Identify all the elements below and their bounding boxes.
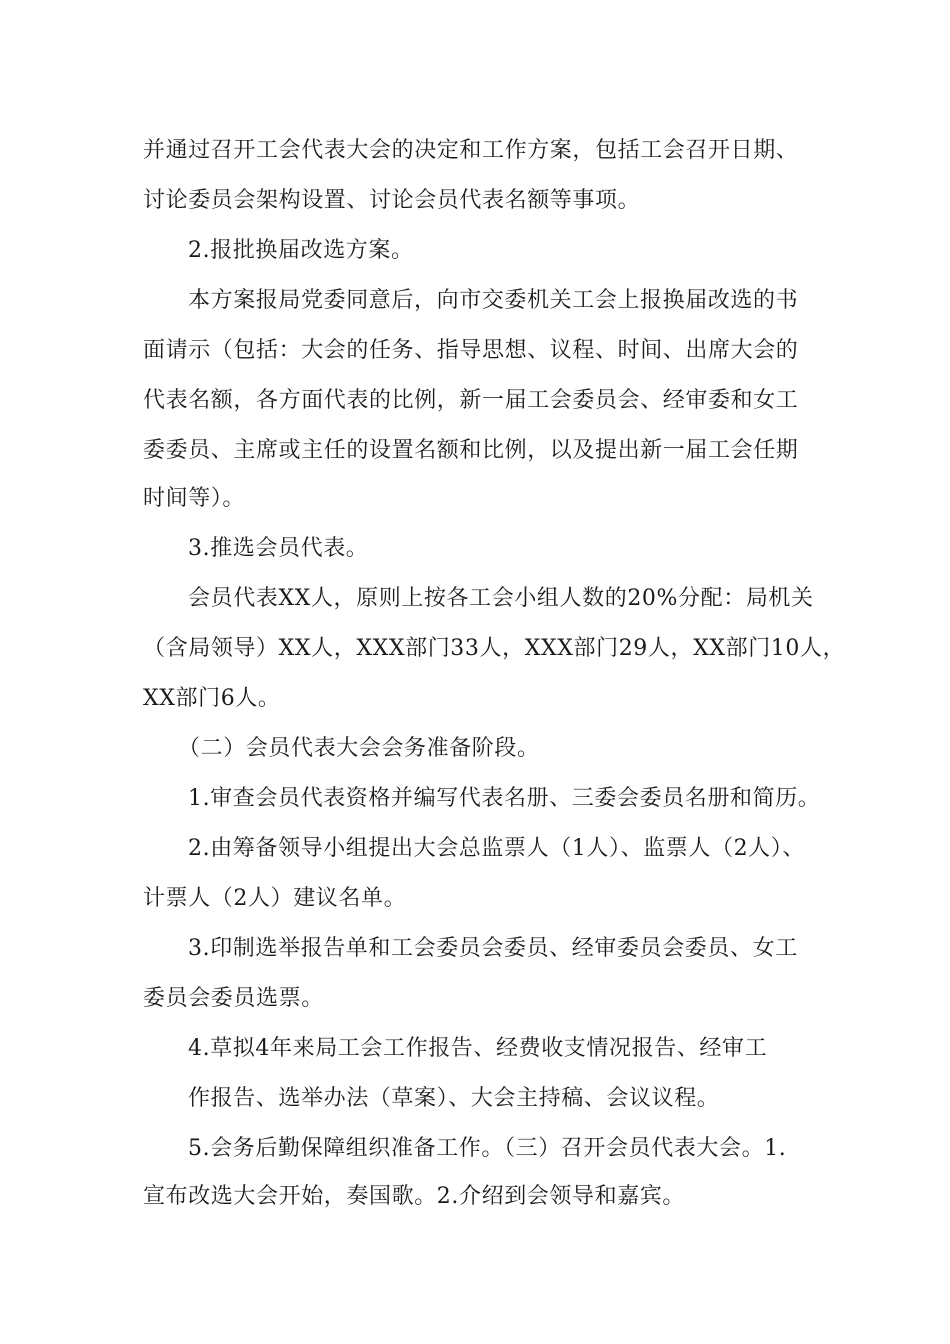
text-line-10: 会员代表XX人，原则上按各工会小组人数的20%分配：局机关: [188, 586, 814, 611]
section-item-3: 3.推选会员代表。: [188, 536, 369, 561]
text-line-15: 2.由筹备领导小组提出大会总监票人（1人）、监票人（2人）、: [188, 836, 805, 861]
text-line-5: 面请示（包括：大会的任务、指导思想、议程、时间、出席大会的: [143, 338, 799, 363]
text-line-19: 4.草拟4年来局工会工作报告、经费收支情况报告、经审工: [188, 1036, 768, 1061]
text-line-4: 本方案报局党委同意后，向市交委机关工会上报换届改选的书: [188, 288, 799, 313]
text-line-18: 委员会委员选票。: [143, 986, 324, 1011]
text-line-7: 委委员、主席或主任的设置名额和比例，以及提出新一届工会任期: [143, 438, 799, 463]
text-line-1: 并通过召开工会代表大会的决定和工作方案，包括工会召开日期、: [143, 138, 799, 163]
text-line-2: 讨论委员会架构设置、讨论会员代表名额等事项。: [143, 188, 641, 213]
text-line-12: XX部门6人。: [143, 686, 281, 711]
text-line-14: 1.审查会员代表资格并编写代表名册、三委会委员名册和简历。: [188, 786, 821, 811]
text-line-20: 作报告、选举办法（草案）、大会主持稿、会议议程。: [188, 1086, 720, 1111]
text-line-8: 时间等）。: [143, 486, 246, 511]
section-heading-2: （二）会员代表大会会务准备阶段。: [178, 736, 540, 761]
text-line-11: （含局领导）XX人，XXX部门33人，XXX部门29人，XX部门10人，: [143, 636, 846, 661]
text-line-22: 宣布改选大会开始，奏国歌。2.介绍到会领导和嘉宾。: [143, 1184, 685, 1209]
text-line-17: 3.印制选举报告单和工会委员会委员、经审委员会委员、女工: [188, 936, 798, 961]
text-line-16: 计票人（2人）建议名单。: [143, 886, 407, 911]
section-item-2: 2.报批换届改选方案。: [188, 238, 414, 263]
text-line-6: 代表名额，各方面代表的比例，新一届工会委员会、经审委和女工: [143, 388, 799, 413]
text-line-21: 5.会务后勤保障组织准备工作。（三）召开会员代表大会。1.: [188, 1136, 787, 1161]
